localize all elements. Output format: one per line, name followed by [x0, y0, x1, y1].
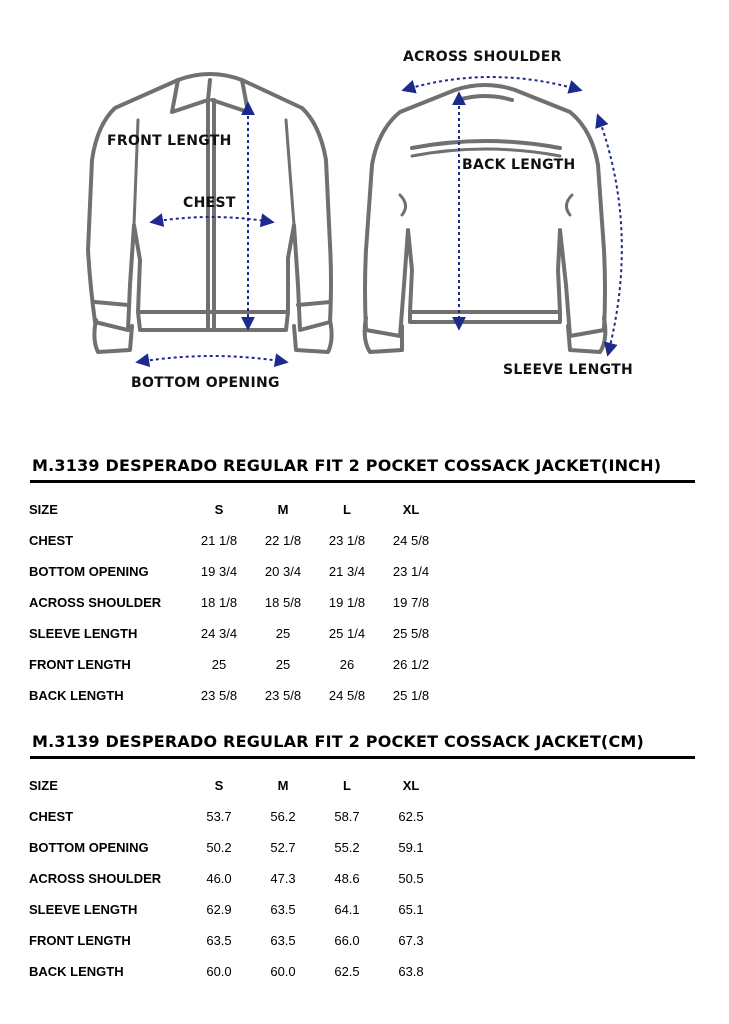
row-label: CHEST: [29, 533, 74, 548]
table-row: [26, 832, 443, 863]
cell-value: 18 1/8: [200, 595, 238, 610]
size-xl-header: XL: [402, 502, 420, 517]
cell-value: 58.7: [334, 809, 360, 824]
row-label: BACK LENGTH: [29, 688, 124, 703]
row-label: SLEEVE LENGTH: [29, 902, 138, 917]
cell-value: 24 5/8: [328, 688, 366, 703]
inch-title-rule: [30, 480, 695, 483]
cell-value: 66.0: [334, 933, 360, 948]
table-row: [26, 956, 443, 987]
cm-table-title: M.3139 DESPERADO REGULAR FIT 2 POCKET COSSACK JACKET(CM): [32, 732, 645, 751]
table-row: [26, 649, 443, 680]
table-header-row: [26, 770, 443, 801]
chest-label: CHEST: [183, 195, 236, 211]
cell-value: 63.5: [206, 933, 232, 948]
cell-value: 59.1: [398, 840, 424, 855]
cell-value: 46.0: [206, 871, 232, 886]
row-label: SLEEVE LENGTH: [29, 626, 138, 641]
cell-value: 26: [339, 657, 355, 672]
cell-value: 19 3/4: [200, 564, 238, 579]
size-header: SIZE: [29, 778, 58, 793]
cell-value: 50.5: [398, 871, 424, 886]
cell-value: 62.5: [334, 964, 360, 979]
size-l-header: L: [343, 502, 351, 517]
row-label: FRONT LENGTH: [29, 933, 131, 948]
table-row: [26, 801, 443, 832]
table-row: [26, 525, 443, 556]
table-header-row: [26, 494, 443, 525]
cell-value: 55.2: [334, 840, 360, 855]
cell-value: 25: [275, 626, 291, 641]
cell-value: 60.0: [206, 964, 232, 979]
sleeve-length-label: SLEEVE LENGTH: [503, 362, 634, 378]
cell-value: 23 5/8: [200, 688, 238, 703]
row-label: FRONT LENGTH: [29, 657, 131, 672]
inch-table-title: M.3139 DESPERADO REGULAR FIT 2 POCKET COSSACK JACKET(INCH): [32, 456, 662, 475]
cell-value: 25: [211, 657, 227, 672]
cm-size-table: [26, 770, 443, 987]
size-s-header: S: [214, 778, 224, 793]
row-label: BOTTOM OPENING: [29, 564, 149, 579]
size-header: SIZE: [29, 502, 58, 517]
table-row: [26, 618, 443, 649]
cell-value: 53.7: [206, 809, 232, 824]
table-row: [26, 894, 443, 925]
cell-value: 26 1/2: [392, 657, 430, 672]
cell-value: 52.7: [270, 840, 296, 855]
cell-value: 25: [275, 657, 291, 672]
size-m-header: M: [277, 778, 289, 793]
back-length-label: BACK LENGTH: [462, 157, 576, 173]
cell-value: 65.1: [398, 902, 424, 917]
row-label: BOTTOM OPENING: [29, 840, 149, 855]
cell-value: 62.9: [206, 902, 232, 917]
table-row: [26, 925, 443, 956]
cell-value: 62.5: [398, 809, 424, 824]
front-length-label: FRONT LENGTH: [107, 133, 232, 149]
inch-size-table: [26, 494, 443, 711]
front-jacket-illustration: [88, 74, 332, 352]
cell-value: 23 5/8: [264, 688, 302, 703]
across-shoulder-label: ACROSS SHOULDER: [403, 49, 562, 65]
cell-value: 48.6: [334, 871, 360, 886]
row-label: ACROSS SHOULDER: [29, 595, 162, 610]
cm-title-rule: [30, 756, 695, 759]
cell-value: 60.0: [270, 964, 296, 979]
cell-value: 19 1/8: [328, 595, 366, 610]
size-xl-header: XL: [402, 778, 420, 793]
cell-value: 63.8: [398, 964, 424, 979]
row-label: ACROSS SHOULDER: [29, 871, 162, 886]
cell-value: 47.3: [270, 871, 296, 886]
row-label: BACK LENGTH: [29, 964, 124, 979]
cell-value: 23 1/4: [392, 564, 430, 579]
measurement-arrows: [138, 77, 622, 362]
back-jacket-illustration: [365, 85, 606, 352]
cell-value: 24 5/8: [392, 533, 430, 548]
table-row: [26, 587, 443, 618]
table-row: [26, 680, 443, 711]
cell-value: 18 5/8: [264, 595, 302, 610]
cell-value: 19 7/8: [392, 595, 430, 610]
cell-value: 64.1: [334, 902, 360, 917]
row-label: CHEST: [29, 809, 74, 824]
cell-value: 24 3/4: [200, 626, 238, 641]
bottom-opening-label: BOTTOM OPENING: [131, 375, 280, 391]
cell-value: 63.5: [270, 902, 296, 917]
cell-value: 23 1/8: [328, 533, 366, 548]
table-row: [26, 863, 443, 894]
cell-value: 25 1/8: [392, 688, 430, 703]
size-l-header: L: [343, 778, 351, 793]
cell-value: 25 1/4: [328, 626, 366, 641]
size-s-header: S: [214, 502, 224, 517]
cell-value: 21 1/8: [200, 533, 238, 548]
cell-value: 63.5: [270, 933, 296, 948]
cell-value: 50.2: [206, 840, 232, 855]
jacket-measurement-diagram: [0, 0, 729, 420]
cell-value: 21 3/4: [328, 564, 366, 579]
table-row: [26, 556, 443, 587]
cell-value: 25 5/8: [392, 626, 430, 641]
cell-value: 22 1/8: [264, 533, 302, 548]
cell-value: 67.3: [398, 933, 424, 948]
size-m-header: M: [277, 502, 289, 517]
cell-value: 20 3/4: [264, 564, 302, 579]
cell-value: 56.2: [270, 809, 296, 824]
bottom-opening-arrow: [138, 356, 286, 362]
